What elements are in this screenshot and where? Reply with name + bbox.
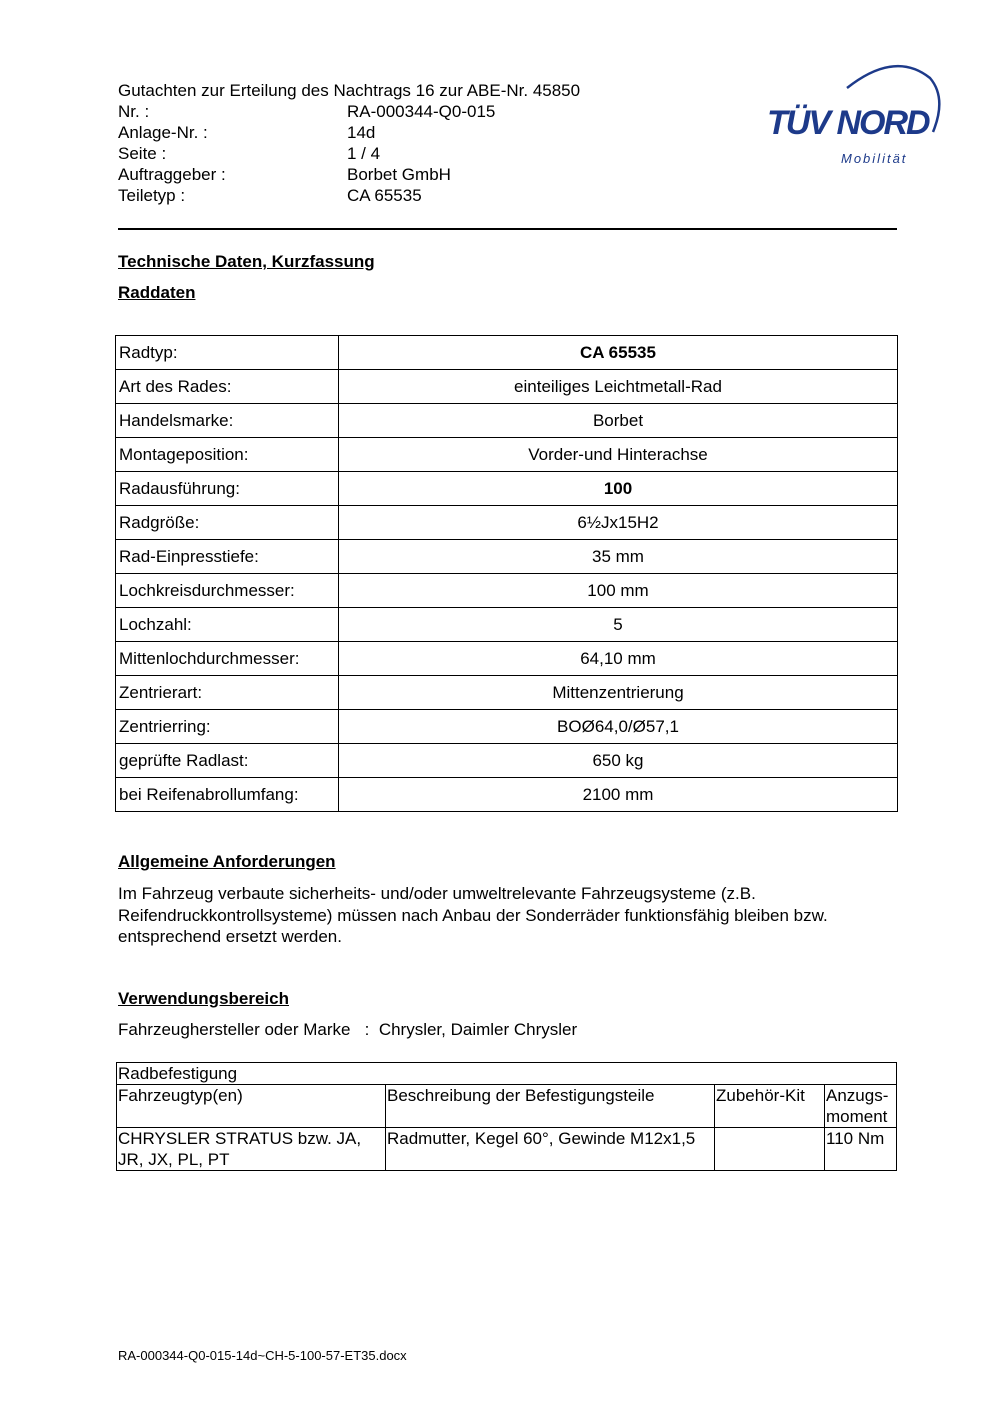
raddaten-value: 100 mm — [339, 574, 898, 608]
page-number: 1 / 4 — [347, 144, 381, 163]
cell-beschreibung: Radmutter, Kegel 60°, Gewinde M12x1,5 — [386, 1128, 715, 1171]
raddaten-label: Handelsmarke: — [116, 404, 339, 438]
radbefestigung-title: Radbefestigung — [117, 1063, 897, 1085]
table-row — [116, 370, 898, 404]
manufacturer-separator: : — [364, 1020, 370, 1039]
header-fahrzeugtyp: Fahrzeugtyp(en) — [117, 1085, 386, 1128]
raddaten-value: 650 kg — [339, 744, 898, 778]
table-row — [116, 336, 898, 370]
raddaten-label: Lochzahl: — [116, 608, 339, 642]
raddaten-value: 6½Jx15H2 — [339, 506, 898, 540]
header-field: Auftraggeber : Borbet GmbH — [118, 165, 451, 184]
table-header-row — [117, 1085, 897, 1128]
header-field: Nr. : RA-000344-Q0-015 — [118, 102, 496, 121]
raddaten-label: Radgröße: — [116, 506, 339, 540]
header-zubehoer-kit: Zubehör-Kit — [715, 1085, 825, 1128]
logo-word: TÜV NORD — [767, 104, 929, 142]
table-row — [116, 506, 898, 540]
allgemeine-text: Im Fahrzeug verbaute sicherheits- und/oder umweltrelevante Fahrzeugsysteme (z.B. Reifendruckkontrollsysteme) müssen nach Anbau der Sonderräder funktionsfähig bleiben bzw. entsprechend ersetzt werden. — [118, 884, 828, 946]
raddaten-label: Art des Rades: — [116, 370, 339, 404]
raddaten-label: Montageposition: — [116, 438, 339, 472]
cell-fahrzeugtyp: CHRYSLER STRATUS bzw. JA, JR, JX, PL, PT — [117, 1128, 386, 1171]
raddaten-label: Mittenlochdurchmesser: — [116, 642, 339, 676]
header-field: Seite : 1 / 4 — [118, 144, 381, 163]
table-row — [116, 710, 898, 744]
raddaten-label: Zentrierart: — [116, 676, 339, 710]
document-header — [118, 80, 678, 206]
raddaten-label: bei Reifenabrollumfang: — [116, 778, 339, 812]
raddaten-label: Lochkreisdurchmesser: — [116, 574, 339, 608]
raddaten-value: Mittenzentrierung — [339, 676, 898, 710]
table-row — [116, 778, 898, 812]
section-heading-allgemeine: Allgemeine Anforderungen — [118, 852, 336, 871]
tuev-nord-logo — [765, 58, 945, 173]
annex-number: 14d — [347, 123, 376, 142]
raddaten-value: BOØ64,0/Ø57,1 — [339, 710, 898, 744]
raddaten-label: Radtyp: — [116, 336, 339, 370]
table-row — [116, 676, 898, 710]
header-anzugsmoment: Anzugs- moment — [825, 1085, 897, 1128]
cell-anzugsmoment: 110 Nm — [825, 1128, 897, 1171]
logo-subtitle: Mobilität — [841, 151, 908, 166]
radbefestigung-table — [116, 1062, 897, 1171]
client: Borbet GmbH — [347, 165, 451, 184]
raddaten-value: 5 — [339, 608, 898, 642]
header-field: Anlage-Nr. : 14d — [118, 123, 376, 142]
raddaten-value: 64,10 mm — [339, 642, 898, 676]
table-row — [116, 404, 898, 438]
raddaten-value: CA 65535 — [339, 336, 898, 370]
table-row — [116, 540, 898, 574]
table-row — [116, 574, 898, 608]
table-row — [116, 438, 898, 472]
table-row — [117, 1128, 897, 1171]
raddaten-value: 2100 mm — [339, 778, 898, 812]
table-row — [116, 472, 898, 506]
cell-zubehoer-kit — [715, 1128, 825, 1171]
table-row — [116, 608, 898, 642]
section-heading-raddaten: Raddaten — [118, 283, 196, 302]
header-field: Teiletyp : CA 65535 — [118, 186, 422, 205]
raddaten-value: 35 mm — [339, 540, 898, 574]
table-row — [116, 642, 898, 676]
raddaten-label: geprüfte Radlast: — [116, 744, 339, 778]
section-heading-technische-daten: Technische Daten, Kurzfassung — [118, 252, 375, 271]
manufacturer-label: Fahrzeughersteller oder Marke — [118, 1020, 351, 1039]
raddaten-table — [115, 335, 898, 812]
manufacturer-value: Chrysler, Daimler Chrysler — [378, 1020, 578, 1039]
report-number: RA-000344-Q0-015 — [347, 102, 496, 121]
raddaten-value: einteiliges Leichtmetall-Rad — [339, 370, 898, 404]
section-heading-verwendung: Verwendungsbereich — [118, 989, 289, 1008]
raddaten-value: Borbet — [339, 404, 898, 438]
manufacturer-line — [118, 1020, 577, 1040]
raddaten-label: Radausführung: — [116, 472, 339, 506]
document-title: Gutachten zur Erteilung des Nachtrags 16 zur ABE-Nr. 45850 — [118, 81, 581, 100]
raddaten-value: Vorder-und Hinterachse — [339, 438, 898, 472]
raddaten-label: Zentrierring: — [116, 710, 339, 744]
raddaten-value: 100 — [339, 472, 898, 506]
raddaten-label: Rad-Einpresstiefe: — [116, 540, 339, 574]
header-beschreibung: Beschreibung der Befestigungsteile — [386, 1085, 715, 1128]
part-type: CA 65535 — [347, 186, 422, 205]
header-divider — [118, 228, 897, 230]
footer-filename: RA-000344-Q0-015-14d~CH-5-100-57-ET35.docx — [118, 1348, 407, 1363]
table-row — [116, 744, 898, 778]
